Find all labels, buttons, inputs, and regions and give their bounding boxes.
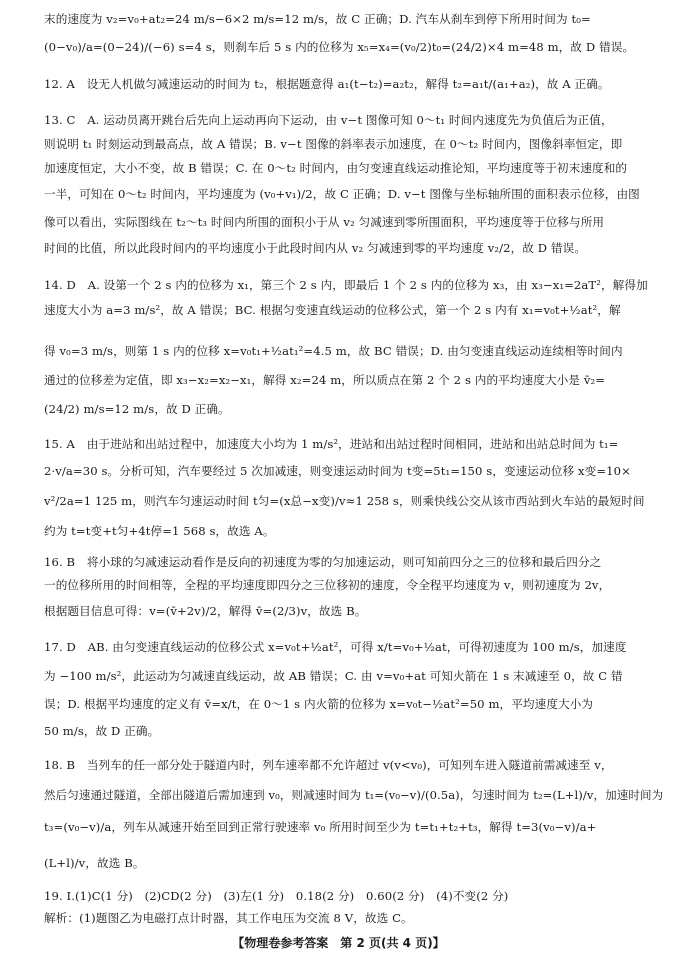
text-line: (24/2) m/s=12 m/s，故 D 正确。: [44, 402, 230, 416]
text-line: 17. D AB. 由匀变速直线运动的位移公式 x=v₀t+½at²，可得 x/t=v₀+½at，可得初速度为 100 m/s，加速度: [44, 640, 627, 654]
text-line: 然后匀速通过隧道，全部出隧道后需加速到 v₀，则减速时间为 t₁=(v₀−v)/(0.5a)，匀速时间为 t₂=(L+l)/v，加速时间为: [44, 788, 664, 802]
text-line: 通过的位移差为定值，即 x₃−x₂=x₂−x₁，解得 x₂=24 m，所以质点在第 2 个 2 s 内的平均速度大小是 v̄₂=: [44, 373, 606, 387]
text-line: 一半，可知在 0～t₂ 时间内，平均速度为 (v₀+v₁)/2，故 C 正确；D. v−t 图像与坐标轴所围的面积表示位移，由图: [44, 187, 640, 201]
text-line: 为 −100 m/s²，此运动为匀减速直线运动，故 AB 错误；C. 由 v=v₀+at 可知火箭在 1 s 末减速至 0，故 C 错: [44, 669, 623, 683]
text-line: 19. Ⅰ.(1)C(1 分) (2)CD(2 分) (3)左(1 分) 0.18(2 分) 0.60(2 分) (4)不变(2 分): [44, 889, 509, 903]
text-line: 解析：(1)题图乙为电磁打点计时器，其工作电压为交流 8 V，故选 C。: [44, 911, 413, 925]
page-footer: 【物理卷参考答案 第 2 页(共 4 页)】: [232, 936, 445, 950]
text-line: 18. B 当列车的任一部分处于隧道内时，列车速率都不允许超过 v(v<v₀)，可知列车进入隧道前需减速至 v，: [44, 758, 613, 772]
text-line: 根据题目信息可得：v=(v̄+2v)/2，解得 v̄=(2/3)v，故选 B。: [44, 604, 367, 618]
text-line: 一的位移所用的时间相等，全程的平均速度即四分之三位移初的速度，令全程平均速度为 v，则初速度为 2v，: [44, 578, 611, 592]
text-line: 15. A 由于进站和出站过程中，加速度大小均为 1 m/s²，进站和出站过程时间相同，进站和出站总时间为 t₁=: [44, 437, 619, 451]
text-line: 像可以看出，实际图线在 t₂～t₃ 时间内所围的面积小于从 v₂ 匀减速到零所围面积，平均速度等于位移与所用: [44, 215, 605, 229]
text-line: t₃=(v₀−v)/a，列车从减速开始至回到正常行驶速率 v₀ 所用时间至少为 t=t₁+t₂+t₃，解得 t=3(v₀−v)/a+: [44, 820, 597, 834]
text-line: (L+l)/v，故选 B。: [44, 856, 145, 870]
text-line: 50 m/s，故 D 正确。: [44, 724, 160, 738]
text-line: (0−v₀)/a=(0−24)/(−6) s=4 s，则刹车后 5 s 内的位移为 x₅=x₄=(v₀/2)t₀=(24/2)×4 m=48 m，故 D 错误。: [44, 40, 635, 54]
text-line: 约为 t=t变+t匀+4t停=1 568 s，故选 A。: [44, 524, 275, 538]
text-line: 16. B 将小球的匀减速运动看作是反向的初速度为零的匀加速运动，则可知前四分之三的位移和最后四分之: [44, 555, 602, 569]
text-line: 12. A 设无人机做匀减速运动的时间为 t₂，根据题意得 a₁(t−t₂)=a₂t₂，解得 t₂=a₁t/(a₁+a₂)，故 A 正确。: [44, 77, 610, 91]
text-line: 得 v₀=3 m/s，则第 1 s 内的位移 x=v₀t₁+½at₁²=4.5 m，故 BC 错误；D. 由匀变速直线运动连续相等时间内: [44, 344, 623, 358]
text-line: 末的速度为 v₂=v₀+at₂=24 m/s−6×2 m/s=12 m/s，故 C 正确；D. 汽车从刹车到停下所用时间为 t₀=: [44, 12, 591, 26]
text-line: 13. C A. 运动员离开跳台后先向上运动再向下运动，由 v−t 图像可知 0～t₁ 时间内速度先为负值后为正值，: [44, 113, 613, 127]
text-line: 则说明 t₁ 时刻运动到最高点，故 A 错误；B. v−t 图像的斜率表示加速度，在 0～t₂ 时间内，图像斜率恒定，即: [44, 137, 623, 151]
text-line: 误；D. 根据平均速度的定义有 v̄=x/t，在 0～1 s 内火箭的位移为 x=v₀t−½at²=50 m，平均速度大小为: [44, 697, 594, 711]
text-line: 14. D A. 设第一个 2 s 内的位移为 x₁，第三个 2 s 内，即最后 1 个 2 s 内的位移为 x₃，由 x₃−x₁=2aT²，解得加: [44, 278, 648, 292]
text-line: v²/2a=1 125 m，则汽车匀速运动时间 t匀=(x总−x变)/v≈1 258 s，则乘快线公交从该市西站到火车站的最短时间: [44, 494, 645, 508]
text-line: 2·v/a=30 s。分析可知，汽车要经过 5 次加减速，则变速运动时间为 t变=5t₁=150 s，变速运动位移 x变=10×: [44, 464, 631, 478]
text-line: 加速度恒定，大小不变，故 B 错误；C. 在 0～t₂ 时间内，由匀变速直线运动推论知，平均速度等于初末速度和的: [44, 161, 628, 175]
text-line: 速度大小为 a=3 m/s²，故 A 错误；BC. 根据匀变速直线运动的位移公式，第一个 2 s 内有 x₁=v₀t+½at²，解: [44, 303, 621, 317]
text-line: 时间的比值，所以此段时间内的平均速度小于此段时间内从 v₂ 匀减速到零的平均速度 v₂/2，故 D 错误。: [44, 241, 587, 255]
